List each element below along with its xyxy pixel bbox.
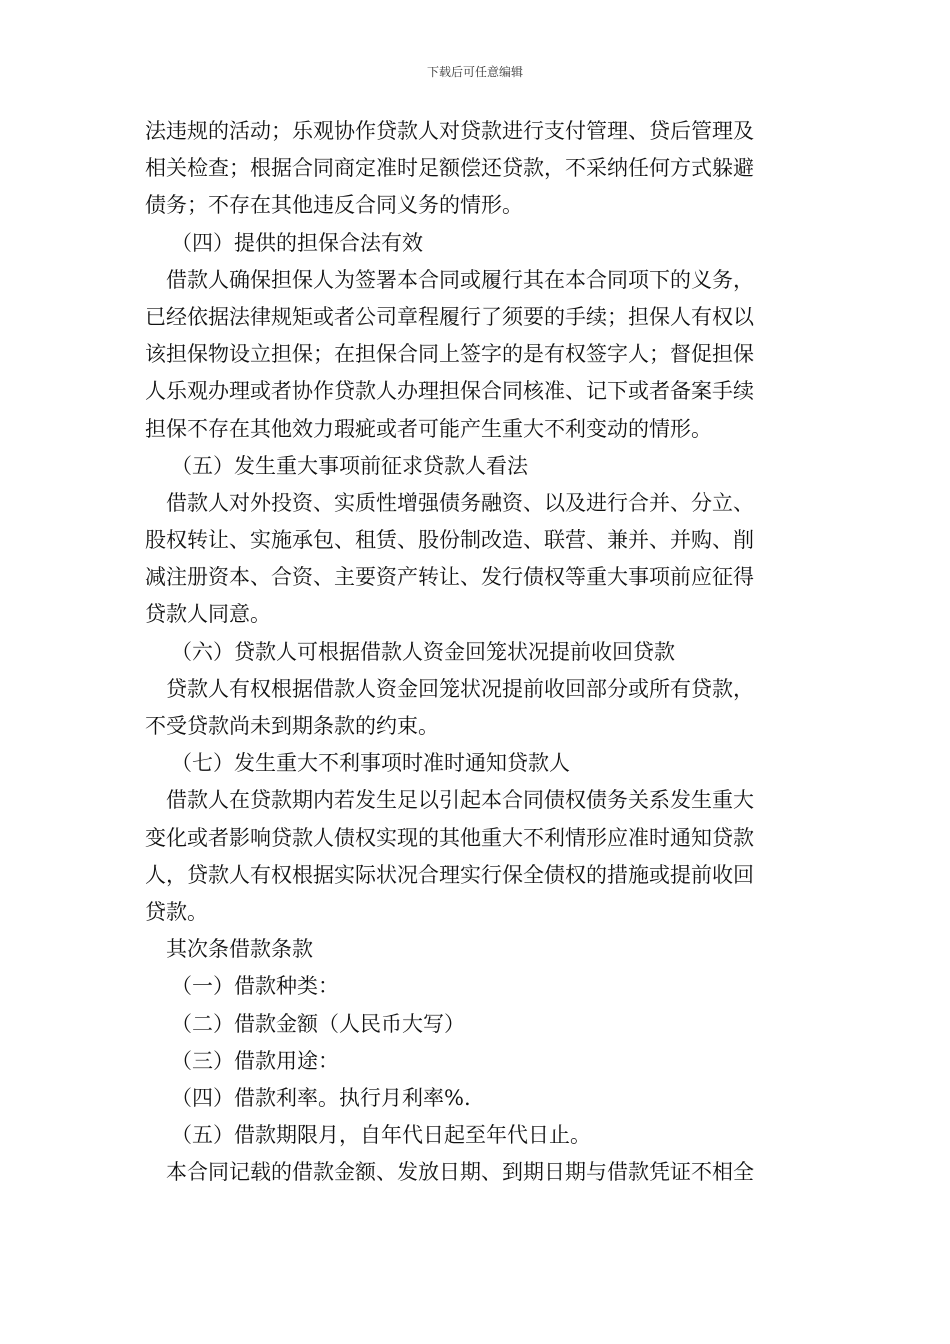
text-line: 贷款人同意。 xyxy=(145,602,271,627)
text-line: （七）发生重大不利事项时准时通知贷款人 xyxy=(171,751,570,776)
text-line: 变化或者影响贷款人债权实现的其他重大不利情形应准时通知贷款 xyxy=(145,825,754,850)
text-line: （五）发生重大事项前征求贷款人看法 xyxy=(171,453,528,478)
text-line: 不受贷款尚未到期条款的约束。 xyxy=(145,714,439,738)
text-line: （三）借款用途： xyxy=(171,1048,339,1073)
text-line: 人，贷款人有权根据实际状况合理实行保全债权的措施或提前收回 xyxy=(145,862,754,887)
document-body xyxy=(145,113,810,1191)
text-line: 相关检查；根据合同商定准时足额偿还贷款，不采纳任何方式躲避 xyxy=(145,156,754,181)
text-line: （四）借款利率。执行月利率%. xyxy=(171,1085,471,1110)
text-line: 担保不存在其他效力瑕疵或者可能产生重大不利变动的情形。 xyxy=(145,416,712,441)
text-line: 借款人确保担保人为签署本合同或履行其在本合同项下的义务， xyxy=(166,267,754,292)
text-line: 借款人在贷款期内若发生足以引起本合同债权债务关系发生重大 xyxy=(166,788,754,813)
text-line: （一）借款种类： xyxy=(171,974,339,999)
text-line: 贷款人有权根据借款人资金回笼状况提前收回部分或所有贷款， xyxy=(166,676,754,701)
text-line: 人乐观办理或者协作贷款人办理担保合同核准、记下或者备案手续 xyxy=(145,379,754,404)
text-line: 股权转让、实施承包、租赁、股份制改造、联营、兼并、并购、削 xyxy=(145,528,754,553)
text-line: 借款人对外投资、实质性增强债务融资、以及进行合并、分立、 xyxy=(166,490,754,515)
text-line: 减注册资本、合资、主要资产转让、发行债权等重大事项前应征得 xyxy=(145,565,754,590)
text-line: 其次条借款条款 xyxy=(166,937,313,962)
text-line: （六）贷款人可根据借款人资金回笼状况提前收回贷款 xyxy=(171,639,675,664)
text-line: 本合同记载的借款金额、发放日期、到期日期与借款凭证不相全 xyxy=(166,1160,754,1185)
text-line: 该担保物设立担保；在担保合同上签字的是有权签字人；督促担保 xyxy=(145,342,754,367)
text-line: （五）借款期限月，自年代日起至年代日止。 xyxy=(171,1123,591,1148)
page-header: 下载后可任意编辑 xyxy=(426,65,523,79)
text-line: （二）借款金额（人民币大写） xyxy=(171,1011,465,1036)
text-line: 已经依据法律规矩或者公司章程履行了须要的手续；担保人有权以 xyxy=(145,304,754,329)
text-line: （四）提供的担保合法有效 xyxy=(171,230,423,255)
text-line: 贷款。 xyxy=(145,899,208,924)
text-line: 法违规的活动；乐观协作贷款人对贷款进行支付管理、贷后管理及 xyxy=(145,119,754,143)
text-line: 债务；不存在其他违反合同义务的情形。 xyxy=(145,193,523,218)
